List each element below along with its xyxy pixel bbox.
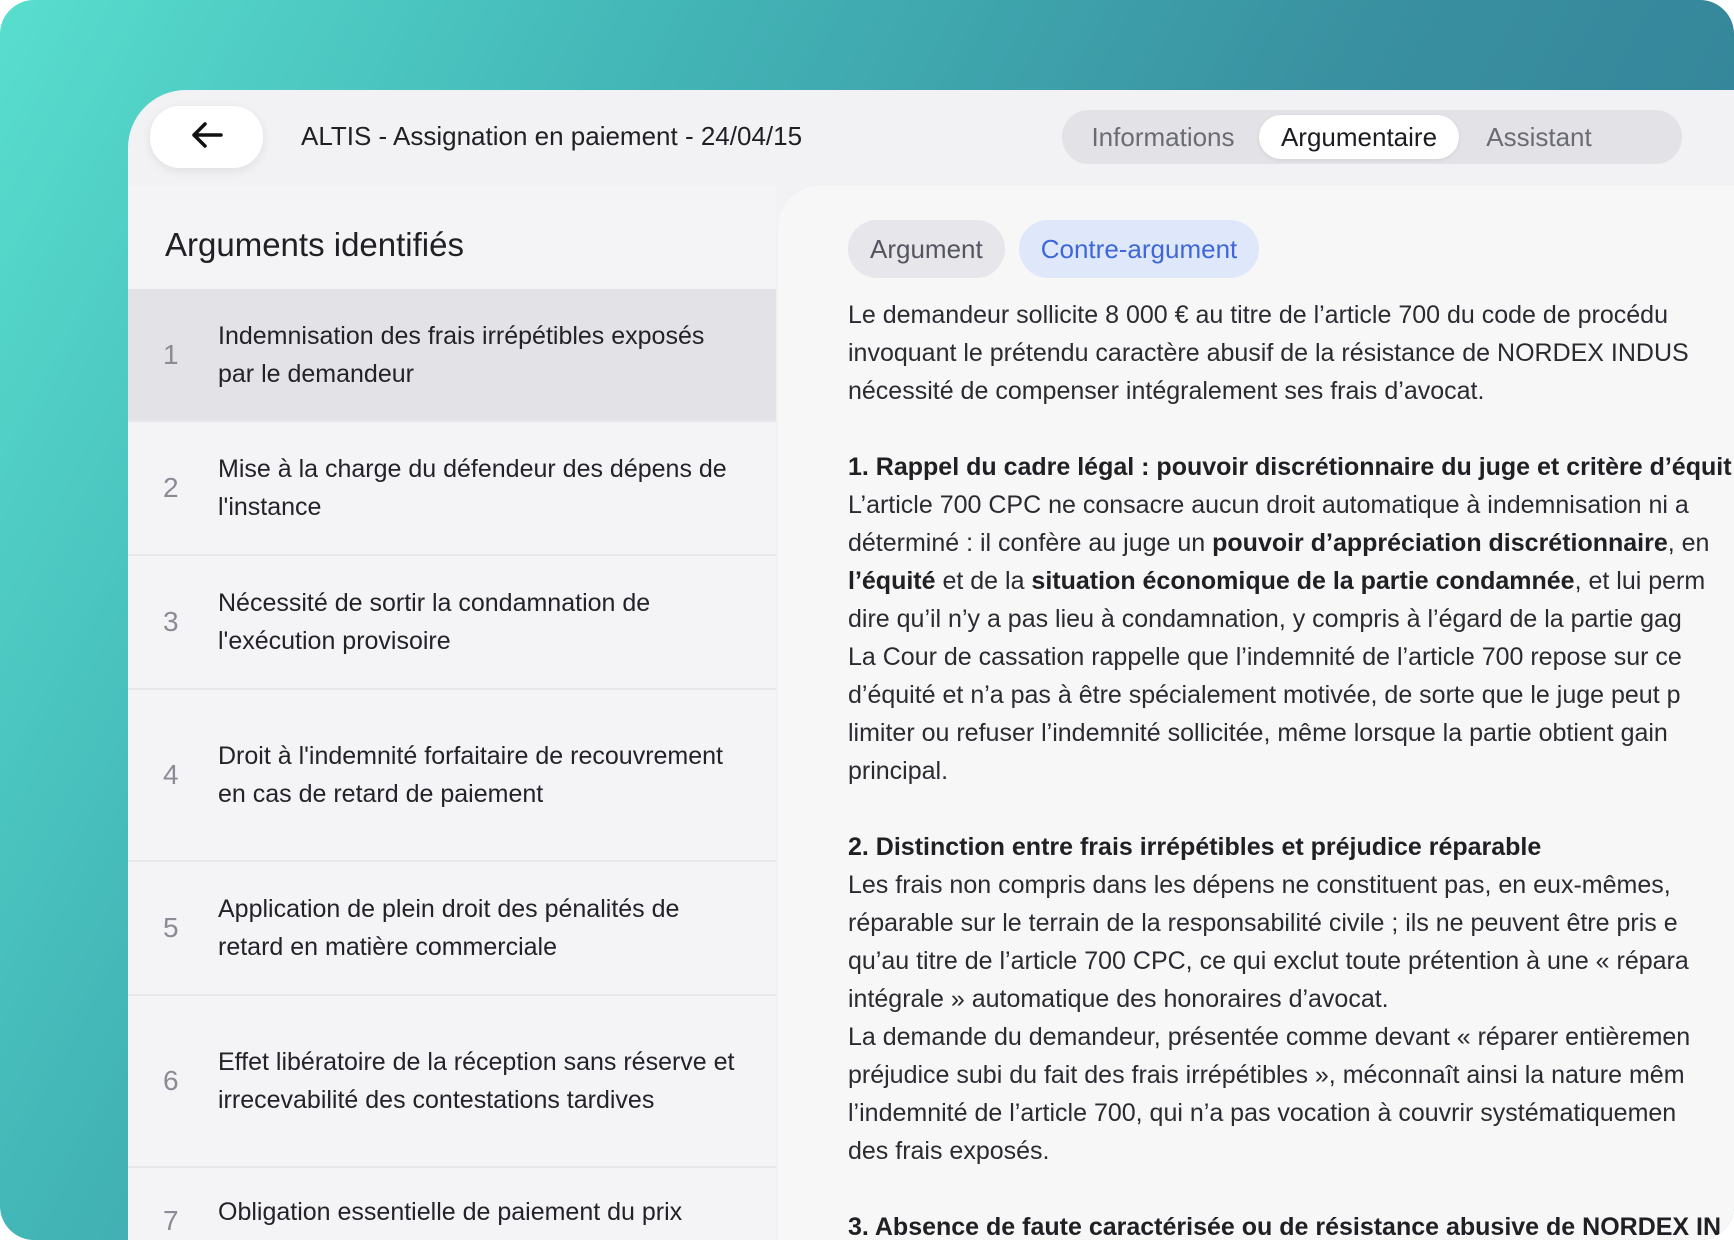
argument-label: Mise à la charge du défendeur des dépens de l'instance — [218, 455, 727, 521]
argument-label: Droit à l'indemnité forfaitaire de recouvrement en cas de retard de paiement — [218, 742, 724, 808]
section-3-heading: 3. Absence de faute caractérisée ou de résistance abusive de NORDEX IN — [848, 1213, 1722, 1240]
section-1-line — [848, 524, 1734, 562]
bold-text-span: l’équité — [848, 567, 936, 595]
bold-text-span: situation économique de la partie condamnée — [1031, 567, 1575, 595]
argument-number: 3 — [163, 606, 179, 637]
paragraph-spacer — [848, 790, 1734, 828]
section-1-heading: 1. Rappel du cadre légal : pouvoir discrétionnaire du juge et critère d’équit — [848, 453, 1732, 481]
section-1-line: principal. — [848, 757, 949, 785]
section-2-line: l’indemnité de l’article 700, qui n’a pas vocation à couvrir systématiquemen — [848, 1099, 1677, 1127]
argument-item-7[interactable] — [128, 1168, 776, 1240]
intro-line: nécessité de compenser intégralement ses frais d’avocat. — [848, 377, 1485, 405]
section-2-line: réparable sur le terrain de la responsabilité civile ; ils ne peuvent être pris e — [848, 909, 1678, 937]
view-tabs — [1062, 110, 1682, 164]
back-button[interactable] — [150, 106, 263, 168]
counter-argument-chip[interactable]: Contre-argument — [1019, 220, 1260, 278]
argument-chip[interactable]: Argument — [848, 220, 1005, 278]
argument-item-1[interactable] — [128, 289, 776, 422]
tab-argumentaire[interactable]: Argumentaire — [1259, 115, 1459, 159]
section-1-line: d’équité et n’a pas à être spécialement motivée, de sorte que le juge peut p — [848, 681, 1681, 709]
section-2-line: La demande du demandeur, présentée comme devant « réparer entièremen — [848, 1023, 1691, 1051]
paragraph-spacer — [848, 1170, 1734, 1208]
arrow-left-icon — [190, 120, 224, 155]
tab-assistant[interactable]: Assistant — [1486, 121, 1592, 152]
document-title: ALTIS - Assignation en paiement - 24/04/15 — [301, 121, 803, 151]
argument-content — [848, 296, 1734, 1240]
section-1-line: limiter ou refuser l’indemnité sollicitée, même lorsque la partie obtient gain — [848, 719, 1668, 747]
bold-text-span: pouvoir d’appréciation discrétionnaire — [1212, 529, 1668, 557]
intro-line: invoquant le prétendu caractère abusif de la résistance de NORDEX INDUS — [848, 339, 1689, 367]
argument-item-4[interactable] — [128, 690, 776, 862]
argument-label: Nécessité de sortir la condamnation de l'exécution provisoire — [218, 589, 651, 655]
tab-informations[interactable]: Informations — [1091, 121, 1235, 152]
section-1-line — [848, 562, 1734, 600]
section-1-line: L’article 700 CPC ne consacre aucun droit automatique à indemnisation ni a — [848, 491, 1689, 519]
argument-number: 4 — [163, 759, 179, 790]
text-span: , en — [1667, 529, 1710, 557]
argument-item-5[interactable] — [128, 862, 776, 996]
argument-number: 6 — [163, 1065, 179, 1096]
argument-number: 7 — [163, 1205, 179, 1236]
section-1-line: La Cour de cassation rappelle que l’indemnité de l’article 700 repose sur ce — [848, 643, 1682, 671]
paragraph-spacer — [848, 410, 1734, 448]
argument-item-6[interactable] — [128, 996, 776, 1168]
text-span: et de la — [935, 567, 1032, 595]
arguments-list — [128, 289, 776, 1240]
section-1-line: dire qu’il n’y a pas lieu à condamnation, y compris à l’égard de la partie gag — [848, 605, 1682, 633]
argument-item-3[interactable] — [128, 556, 776, 690]
argument-label: Indemnisation des frais irrépétibles exposés par le demandeur — [218, 321, 705, 388]
argument-label: Application de plein droit des pénalités de retard en matière commerciale — [218, 895, 680, 961]
section-2-heading: 2. Distinction entre frais irrépétibles et préjudice réparable — [848, 833, 1542, 861]
arguments-panel-title: Arguments identifiés — [165, 226, 464, 263]
argument-type-toggle — [848, 220, 1259, 278]
argument-number: 1 — [163, 338, 179, 370]
section-2-line: des frais exposés. — [848, 1137, 1050, 1165]
argument-label: Effet libératoire de la réception sans réserve et irrecevabilité des contestations tardives — [218, 1048, 735, 1114]
text-span: déterminé : il confère au juge un — [848, 529, 1213, 557]
argument-label: Obligation essentielle de paiement du prix — [218, 1198, 683, 1226]
section-2-line: intégrale » automatique des honoraires d’avocat. — [848, 985, 1389, 1013]
text-span: , et lui perm — [1574, 567, 1706, 595]
section-2-line: qu’au titre de l’article 700 CPC, ce qui exclut toute prétention à une « répara — [848, 947, 1689, 975]
section-2-line: Les frais non compris dans les dépens ne constituent pas, en eux-mêmes, — [848, 871, 1671, 899]
argument-number: 2 — [163, 472, 179, 503]
intro-line: Le demandeur sollicite 8 000 € au titre de l’article 700 du code de procédu — [848, 301, 1668, 329]
section-2-line: préjudice subi du fait des frais irrépétibles », méconnaît ainsi la nature mêm — [848, 1061, 1685, 1089]
argument-item-2[interactable] — [128, 422, 776, 556]
argument-number: 5 — [163, 912, 179, 943]
